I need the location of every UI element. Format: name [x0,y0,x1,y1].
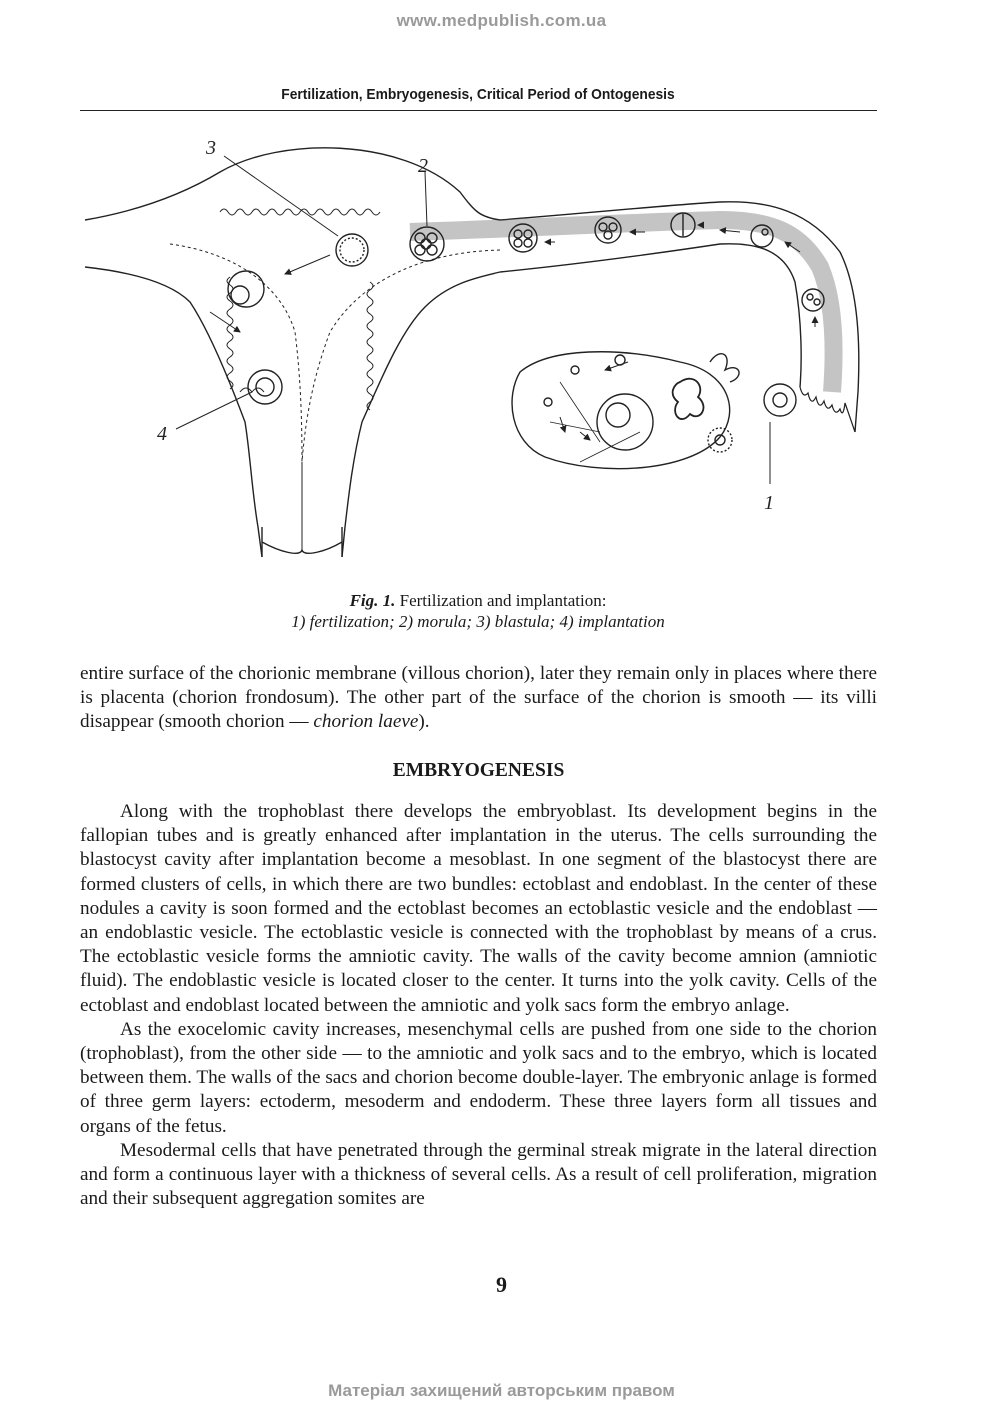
caption-item: 3) blastula; [476,612,560,631]
figure-caption-items [80,611,876,632]
page-number: 9 [496,1272,507,1297]
figure-caption-title: Fertilization and implantation: [395,591,607,610]
section-body [80,800,877,1211]
running-header: Fertilization, Embryogenesis, Critical Period of Ontogenesis [281,86,675,103]
figure-label-4: 4 [157,423,167,445]
paragraph: As the exocelomic cavity increases, mesenchymal cells are pushed from one side to the chorion (trophoblast), from the other side — to the amniotic and yolk sacs and to the embryo, which is located between them. The walls of the sacs and chorion become double-layer. The embryonic anlage is formed of three germ layers: ectoderm, mesoderm and endoderm. These three layers form all tissues and organs of the fetus. [80,1018,877,1137]
header-rule [80,110,877,111]
figure-label-1: 1 [764,492,774,514]
caption-item: 1) fertilization; [291,612,399,631]
figure-caption [80,590,876,632]
paragraph-end: ). [418,711,430,733]
section-heading: EMBRYOGENESIS [392,760,565,781]
paragraph: Mesodermal cells that have penetrated through the germinal streak migrate in the lateral direction and form a continuous layer with a thickness of several cells. As a result of cell proliferation, migration and their subsequent aggregation somites are [80,1139,877,1210]
site-url: www.medpublish.com.ua [396,11,607,30]
uterus-outline [85,148,500,220]
paragraph-text: entire surface of the chorionic membrane (villous chorion), later they remain only in places where there is placenta (chorion frondosum). The other part of the surface of the chorion is smooth — its villi disappear (smooth chorion — [80,663,877,733]
ovary [512,352,730,469]
figure-label-2: 2 [418,155,428,177]
italic-term: chorion laeve [313,711,419,733]
caption-item: 2) morula; [398,612,477,631]
paragraph: Along with the trophoblast there develops the embryoblast. Its development begins in the fallopian tubes and is greatly enhanced after implantation in the uterus. The cells surrounding the blastocyst cavity after implantation become a mesoblast. In one segment of the blastocyst there are formed clusters of cells, in which there are two bundles: ectoblast and endoblast. In the center of these nodules a cavity is soon formed and the ectoblast becomes an ectoblastic vesicle and the endoblast — an endoblastic vesicle. The ectoblastic vesicle is connected with the trophoblast by means of a crus. The ectoblastic vesicle forms the amniotic cavity. The walls of the cavity become amnion (amniotic fluid). The endoblastic vesicle is located closer to the center. It turns into the yolk cavity. Cells of the ectoblast and endoblast located between the amniotic and yolk sacs form the embryo anlage. [80,801,877,1016]
figure-caption-label: Fig. 1. [349,591,396,610]
figure-label-3: 3 [206,137,216,159]
paragraph-continued [80,662,877,735]
figure-fertilization-implantation [80,132,880,572]
copyright-notice: Матеріал захищений авторським правом [328,1381,675,1400]
caption-item: 4) implantation [559,612,665,631]
